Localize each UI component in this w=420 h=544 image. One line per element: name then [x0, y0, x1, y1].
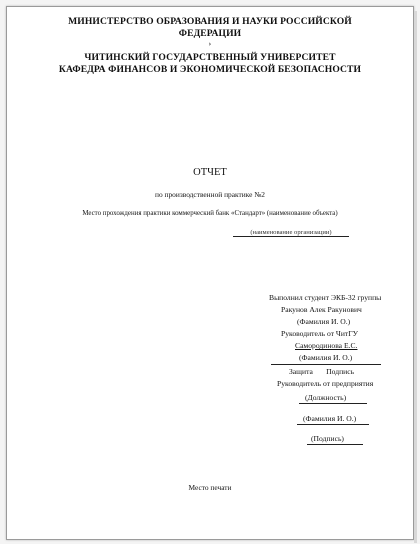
report-title: ОТЧЕТ — [193, 167, 227, 178]
supervisor-position: (Должность) — [305, 393, 347, 402]
document-page — [6, 6, 414, 540]
ministry-line-1: МИНИСТЕРСТВО ОБРАЗОВАНИЯ И НАУКИ РОССИЙСКОЙ — [68, 16, 352, 27]
supervisor-name: (Фамилия И. О.) — [303, 414, 357, 423]
performer-line-5: Самородинова Е.С. — [295, 341, 358, 350]
practice-place: Место прохождения практики коммерческий банк «Стандарт» (наименование объекта) — [82, 210, 338, 217]
performer-line-6: (Фамилия И. О.) — [299, 353, 353, 362]
enterprise-supervisor-title: Руководитель от предприятия — [277, 379, 374, 388]
department-name: КАФЕДРА ФИНАНСОВ И ЭКОНОМИЧЕСКОЙ БЕЗОПАСНОСТИ — [58, 64, 362, 75]
university-name: ЧИТИНСКИЙ ГОСУДАРСТВЕННЫЙ УНИВЕРСИТЕТ — [84, 52, 336, 63]
name-line — [297, 424, 369, 425]
supervisor-signature: (Подпись) — [311, 434, 344, 443]
performer-line-4: Руководитель от ЧитГУ — [281, 329, 358, 338]
place-caption: (наименование организации) — [250, 229, 332, 236]
place-underline — [233, 236, 349, 237]
position-line — [299, 403, 367, 404]
performer-line-1: Выполнил студент ЭКБ-32 группы — [269, 293, 382, 302]
performer-line-2: Ракунов Алек Ракунович — [281, 305, 362, 314]
report-subtitle: по производственной практике №2 — [155, 190, 265, 199]
defense-signature-labels: Защита Подпись — [289, 367, 355, 376]
signature-top-line — [271, 364, 381, 365]
ministry-line-2: ФЕДЕРАЦИИ — [178, 28, 242, 39]
signature-line — [307, 444, 363, 445]
ministry-separator: › — [208, 40, 212, 48]
performer-line-3: (Фамилия И. О.) — [297, 317, 351, 326]
city-footer: Место печати — [188, 483, 232, 492]
